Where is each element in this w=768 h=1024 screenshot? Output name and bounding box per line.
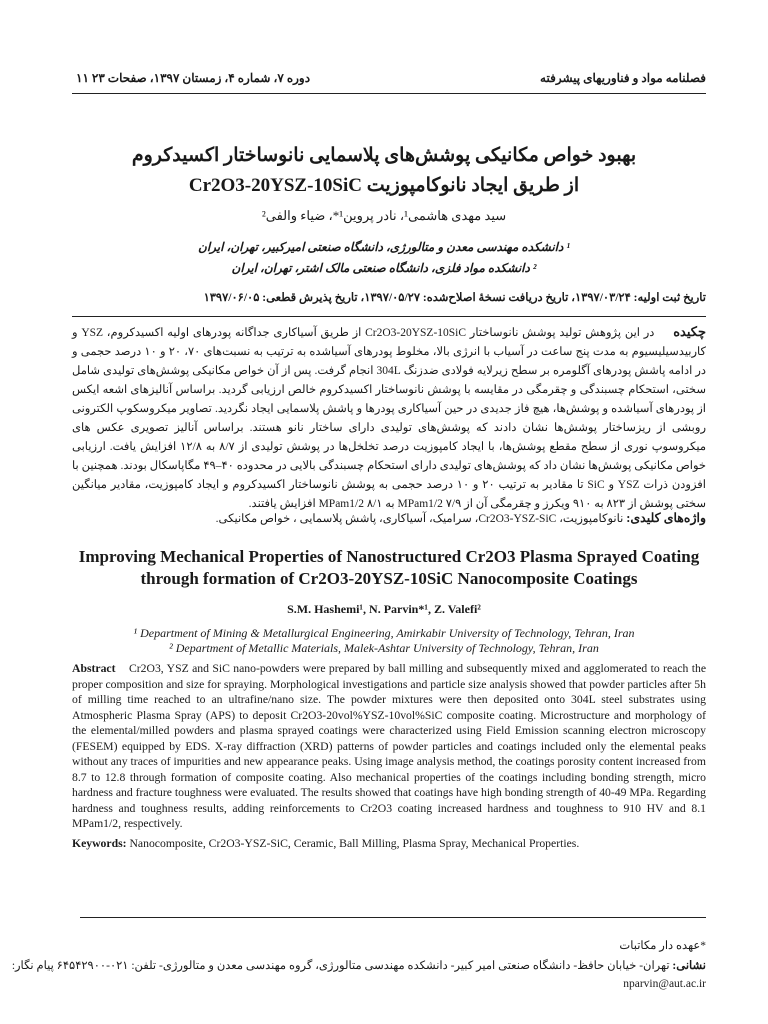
english-affiliation-2: ² Department of Metallic Materials, Malek-Ashtar University of Technology, Tehran, Iran (169, 641, 599, 655)
persian-dates: تاریخ ثبت اولیه: ۱۳۹۷/۰۳/۲۴، تاریخ دریافت نسخۀ اصلاح‌شده: ۱۳۹۷/۰۵/۲۷، تاریخ پذیرش قطعی: ۱۳۹۷/۰۶/۰۵ (203, 292, 706, 304)
volume-info: دوره ۷، شماره ۴، زمستان ۱۳۹۷، صفحات ۲۳ ۱۱ (76, 71, 311, 85)
address-text: تهران- خیابان حافظ- دانشگاه صنعتی امیر کبیر- دانشکده مهندسی متالورژی، گروه مهندسی معدن و متالورژی- تلفن: ۰۲۱-۶۴۵۴۲۹۰۰ پیام نگار: (11, 960, 670, 972)
english-abstract-label: Abstract (72, 662, 116, 675)
english-affiliation-1: ¹ Department of Mining & Metallurgical Engineering, Amirkabir University of Technology, Tehran, Iran (133, 626, 635, 640)
persian-keywords-label: واژه‌های کلیدی: (626, 511, 706, 525)
persian-affiliation-1: ¹ دانشکده مهندسی معدن و متالورژی، دانشگاه صنعتی امیرکبیر، تهران، ایران (198, 240, 570, 254)
persian-affiliation-2: ² دانشکده مواد فلزی، دانشگاه صنعتی مالک اشتر، تهران، ایران (231, 261, 537, 275)
english-keywords-label: Keywords: (72, 837, 127, 850)
persian-abstract-label: چکیده (673, 324, 706, 339)
english-authors: S.M. Hashemi¹, N. Parvin*¹, Z. Valefi² (287, 602, 481, 616)
address-label: نشانی: (672, 960, 706, 972)
email-link[interactable]: nparvin@aut.ac.ir (623, 978, 706, 990)
english-abstract (72, 661, 706, 832)
dates-divider (72, 316, 706, 317)
footnote-divider (80, 917, 706, 918)
persian-keywords (216, 510, 706, 526)
persian-authors: سید مهدی هاشمی¹، نادر پروین¹*، ضیاء والفی² (261, 208, 507, 223)
english-title: Improving Mechanical Properties of Nanostructured Cr2O3 Plasma Sprayed Coating through formation of Cr2O3-20YSZ-10SiC Nanocomposite Coatings (78, 547, 700, 588)
persian-title-line-1: بهبود خواص مکانیکی پوشش‌های پلاسمایی نانوساختار اکسیدکروم (131, 145, 637, 166)
english-abstract-text: Cr2O3, YSZ and SiC nano-powders were prepared by ball milling and subsequently mixed and agglomerated to reach the proper composition and size for spraying. Morphological investigations and particle size analysis showed that powder particles after 5h of milling time reached to an ultrafine/nano size. The powder mixtures were then deposited onto 304L steel substrates using Atmospheric Plasma Spray (APS) to deposit Cr2O3-20vol%YSZ-10vol%SiC composite coating. Microstructure and morphology of the elemental/milled powders and plasma sprayed coatings were characterized using Field Emission scanning electron microscopy (FESEM) equipped by EDS. X-ray diffraction (XRD) patterns of powder particles and coatings included only the elemental peaks without any traces of impurities and new appearance peaks. Using image analysis method, the coatings porosity content increased from 8.7 to 12.8 through formation of composite coating. Also mechanical properties of the coatings including bonding strength, micro hardness and fracture toughness were evaluated. The results showed that coatings have high bonding strength of 40-49 MPa. Regarding hardness and toughness results, adding reinforcements to Cr2O3 coating increased hardness and toughness to 910 HV and 8.1 MPam1/2, respectively. (72, 662, 707, 830)
corresponding-author-note: *عهده دار مکاتبات (619, 940, 706, 952)
english-keywords-text: Nanocomposite, Cr2O3-YSZ-SiC, Ceramic, Ball Milling, Plasma Spray, Mechanical Properties. (129, 837, 580, 850)
journal-name: فصلنامه مواد و فناوریهای پیشرفته (540, 71, 706, 85)
persian-abstract-text: در این پژوهش تولید پوشش نانوساختار Cr2O3-20YSZ-10SiC از طریق آسیاکاری جداگانه پودرهای اولیه اکسیدکروم، YSZ و کاربیدسیلیسیوم به مدت پنج ساعت در آسیاب با انرژی بالا، مخلوط پودرهای آسیاشده به ترتیب به نسبت‌های ۷۰، ۲۰ و ۱۰ درصد حجمی و در ادامه پاشش پودرهای آگلومره بر سطح زیرلایه فولادی ضدزنگ 304L انجام گرفت. پس از آن خواص مکانیکی پوشش‌های تولیدی شامل سختی، استحکام چسبندگی و چقرمگی در مقایسه با پوشش نانوساختار اکسیدکروم خالص ارزیابی گردید. براساس آنالیزهای اشعه ایکس از پودرهای آسیاشده و پوشش‌ها، هیچ فاز جدیدی در حین آسیاکاری پودرها و پاشش پلاسمایی ایجاد نگردید. تصاویر میکروسکوپ الکترونی روبشی از ریزساختار پوشش‌ها نشان دادند که پوشش‌های تولیدی دارای ساختار نانو هستند. براساس آنالیز تصویری عکس های میکروسوپ نوری از سطح مقطع پوشش‌ها، با ایجاد کامپوزیت درصد تخلخل‌ها در پوشش تولیدی از ۸/۷ به ۱۲/۸ افزایش یافت. ارزیابی خواص مکانیکی پوشش‌ها نشان داد که پوشش‌های تولیدی دارای استحکام چسبندگی بالایی در محدوده ۴۰–۴۹ مگاپاسکال بودند. همچنین با افزودن ذرات YSZ و SiC تا مقادیر به ترتیب ۲۰ و ۱۰ درصد حجمی به پوشش نانوساختار اکسیدکروم و ایجاد کامپوزیت، مقادیر میانگین سختی پوشش از ۸۲۳ به ۹۱۰ ویکرز و چقرمگی آن از MPam1/2 ۷/۹ به MPam1/2 ۸/۱ افزایش یافتند. (72, 327, 707, 510)
header-divider (72, 93, 706, 94)
persian-title-line-2: از طریق ایجاد نانوکامپوزیت Cr2O3-20YSZ-10SiC (188, 175, 580, 196)
address-line (12, 958, 706, 972)
persian-abstract (72, 322, 706, 514)
english-keywords (72, 837, 706, 850)
persian-keywords-text: نانوکامپوزیت، Cr2O3-YSZ-SiC، سرامیک، آسیاکاری، پاشش پلاسمایی ، خواص مکانیکی. (215, 513, 624, 525)
